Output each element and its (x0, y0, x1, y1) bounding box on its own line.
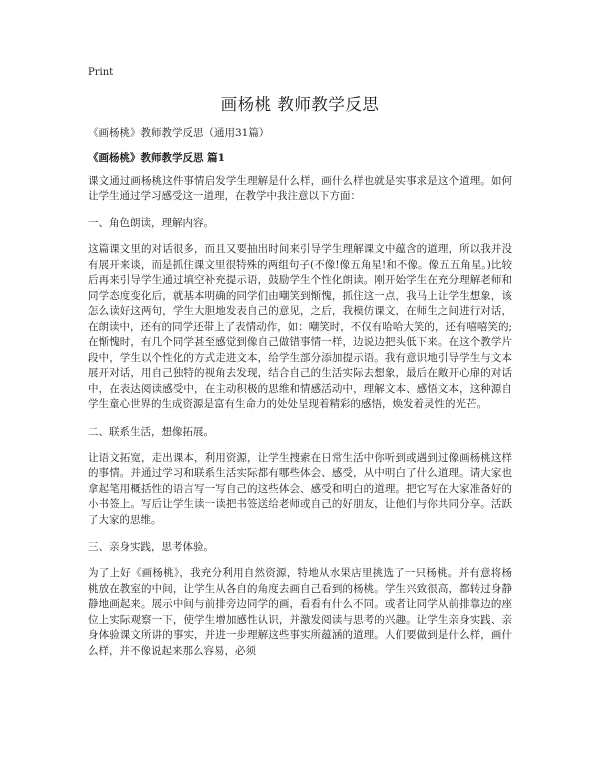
section-heading: 《画杨桃》教师教学反思 篇1 (88, 152, 225, 164)
page-title: 画杨桃 教师教学反思 (220, 95, 380, 114)
document-page (88, 66, 512, 671)
point2-paragraph: 让语文拓宽，走出课本，利用资源，让学生搜索在日常生活中你听到或遇到过像画杨桃这样的事情。并通过学习和联系生活实际都有哪些体会、感受，从中明白了什么道理。请大家也拿起笔用概括性的语言写一写自己的这些体会、感受和明白的道理。把它写在大家准备好的小书签上。写后让学生读一读把书签送给老师或自己的好朋友，让他们与你共同分享。活跃了大家的思维。 (88, 451, 512, 526)
print-label: Print (88, 67, 114, 78)
point1-paragraph: 这篇课文里的对话很多，而且又要抽出时间来引导学生理解课文中蕴含的道理，所以我并没有展开来谈，而是抓住课文里很特殊的两组句子(不像!像五角星!和不像。像五五角星。)比较后再来引导学生通过填空补充提示语，鼓励学生个性化朗读。刚开始学生在充分理解老师和同学态度变化后，就基本明确的同学们由嘲笑到惭愧，抓住这一点，我马上让学生想象，该怎么读好这两句，学生大胆地发表自己的意见，之后，我模仿课文，在师生之间进行对话，在朗读中，还有的同学还带上了表情动作，如：嘲笑时，不仅有哈哈大笑的，还有嘻嘻笑的;在惭愧时，有几个同学甚至感觉到像自己做错事情一样，边说边把头低下来。在这个教学片段中，学生以个性化的方式走进文本，给学生部分添加提示语。我有意识地引导学生与文本展开对话，用自己独特的视角去发现，结合自己的生活实际去想象，最后在敞开心扉的对话中，在表达阅读感受中，在主动积极的思维和情感活动中，理解文本、感悟文本，这种源自学生童心世界的生成资源是富有生命力的处处呈现着精彩的感悟，焕发着灵性的光芒。 (88, 243, 512, 410)
document-subtitle: 《画杨桃》教师教学反思（通用31篇） (88, 127, 270, 139)
point1-heading: 一、角色朗读，理解内容。 (88, 217, 214, 229)
intro-paragraph: 课文通过画杨桃这件事情启发学生理解是什么样，画什么样也就是实事求是这个道理。如何让学生通过学习感受这一道理，在教学中我注意以下方面： (88, 175, 512, 202)
point3-heading: 三、亲身实践，思考体验。 (88, 541, 214, 553)
point3-paragraph: 为了上好《画杨桃》，我充分利用自然资源，特地从水果店里挑选了一只杨桃。并有意将杨桃放在教室的中间，让学生从各自的角度去画自己看到的杨桃。学生兴致很高，都转过身静静地画起来。展示中间与前排旁边同学的画，看看有什么不同。或者让同学从前排靠边的座位上实际观察一下，使学生增加感性认识，并激发阅读与思考的兴趣。让学生亲身实践、亲身体验课文所讲的事实，并进一步理解这些事实所蕴涵的道理。人们要做到是什么样，画什么样，并不像说起来那么容易，必须 (88, 567, 512, 657)
point2-heading: 二、联系生活，想像拓展。 (88, 425, 214, 438)
